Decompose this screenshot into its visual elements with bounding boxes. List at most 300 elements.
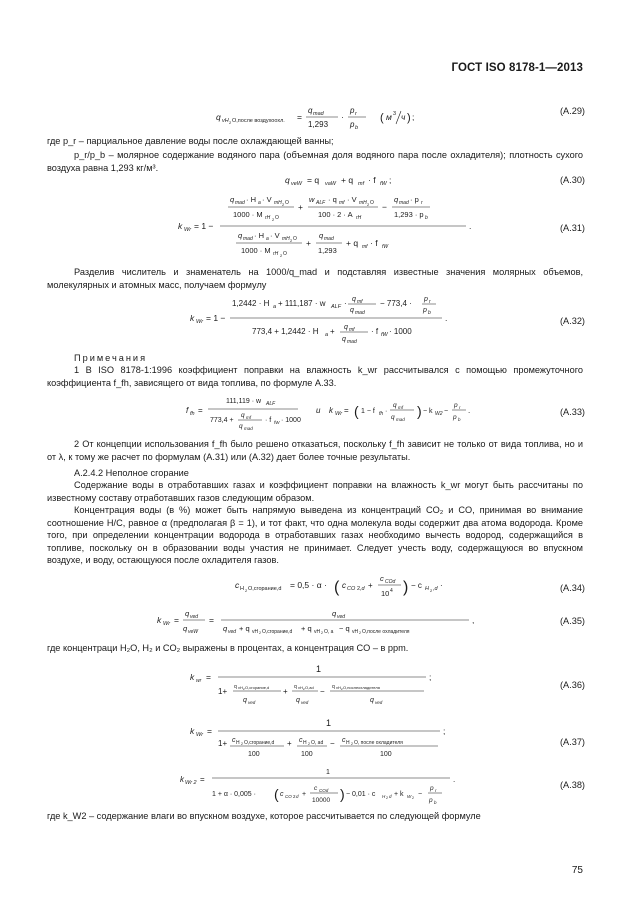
svg-text:+: + xyxy=(330,327,335,336)
svg-text:−: − xyxy=(320,687,325,696)
svg-text:q: q xyxy=(319,231,324,240)
svg-text:W2: W2 xyxy=(435,411,443,417)
svg-text:2: 2 xyxy=(290,238,293,243)
svg-text:;: ; xyxy=(429,672,432,682)
svg-text:q: q xyxy=(394,195,399,204)
svg-text:vH: vH xyxy=(314,629,321,635)
svg-text:c: c xyxy=(235,580,240,590)
svg-text:= 1 −: = 1 − xyxy=(206,313,226,323)
svg-text:fW: fW xyxy=(381,332,388,338)
where-pr: где p_r – парциальное давление воды после охлаждающей ванны; xyxy=(47,136,334,146)
equation-number-a38: (A.38) xyxy=(559,780,585,790)
svg-text:+ q: + q xyxy=(346,238,359,248)
svg-text:vH: vH xyxy=(298,685,303,690)
note-1: 1 В ISO 8178-1:1996 коэффициент поправки на влажность k_wr рассчитывался с помощью промежуточного коэффициента f_fh, зависящего от вида топлива, по формуле А.33. xyxy=(47,365,583,388)
svg-text:· 1000: · 1000 xyxy=(389,327,412,336)
svg-text:+ q: + q xyxy=(301,624,312,633)
paragraph-2: Концентрация воды (в %) может быть напрямую выведена из концентраций CO₂ и CO, принимая во внимание соотношение H/C, равное α (предполагая β = 1), и тот факт, что одна молекула воды содержит два атома водорода. Кроме того, при определении концентрации водорода в отработавших газах необходимо вычесть водород, содержащийся в топливе, поскольку он в образовании воды участия не принимает. Следует учесть воду, содержащуюся во впускном воздухе, и воду, остающуюся после охладителя газов. xyxy=(47,505,583,566)
svg-text:1,293 · p: 1,293 · p xyxy=(394,210,424,219)
svg-text:mf: mf xyxy=(362,244,368,250)
svg-text:vH: vH xyxy=(252,629,259,635)
svg-text:wr: wr xyxy=(196,678,202,684)
svg-text:q: q xyxy=(393,402,397,409)
svg-text:(: ( xyxy=(380,112,384,124)
equation-number-a34: (A.34) xyxy=(559,583,585,593)
svg-text:2: 2 xyxy=(357,586,361,592)
svg-text:O,послеохладителя: O,послеохладителя xyxy=(343,685,380,690)
svg-text:mad: mad xyxy=(355,310,365,316)
svg-text:O,ad: O,ad xyxy=(305,685,314,690)
svg-text:fW: fW xyxy=(274,420,280,425)
svg-text:r: r xyxy=(421,200,423,206)
svg-text:O: O xyxy=(293,236,297,242)
svg-text:+ q: + q xyxy=(341,175,354,185)
svg-text:c: c xyxy=(314,785,318,792)
svg-text:− c: − c xyxy=(411,581,422,590)
svg-text:p: p xyxy=(350,120,355,129)
svg-text:k: k xyxy=(190,313,195,323)
svg-text:2: 2 xyxy=(259,631,261,635)
svg-text:c: c xyxy=(342,581,346,590)
svg-text:O, a: O, a xyxy=(324,629,334,635)
svg-text:1,293: 1,293 xyxy=(318,246,337,255)
svg-text:p: p xyxy=(453,414,457,421)
equation-number-a35: (A.35) xyxy=(559,616,585,626)
svg-text:fW: fW xyxy=(382,244,389,250)
svg-text:ALF: ALF xyxy=(266,401,276,407)
svg-text:O,после охладителя: O,после охладителя xyxy=(362,629,410,635)
svg-text:;: ; xyxy=(443,726,446,736)
svg-text:mH: mH xyxy=(359,200,367,206)
svg-text:Wr 2: Wr 2 xyxy=(185,780,197,786)
svg-text:1 − f: 1 − f xyxy=(361,408,375,415)
svg-text:fh: fh xyxy=(379,411,384,417)
svg-text:c: c xyxy=(342,737,346,744)
svg-text:vH: vH xyxy=(352,629,359,635)
svg-text:q: q xyxy=(370,697,374,704)
svg-text:q: q xyxy=(332,609,337,618)
svg-text:· H: · H xyxy=(254,231,264,240)
svg-text:1000 · M: 1000 · M xyxy=(241,246,271,255)
svg-text:.: . xyxy=(453,775,456,784)
svg-text:1000 · M: 1000 · M xyxy=(233,210,263,219)
equation-number-a36: (A.36) xyxy=(559,680,585,690)
svg-text:100: 100 xyxy=(248,751,260,758)
svg-text:r: r xyxy=(429,299,431,305)
svg-text:1: 1 xyxy=(326,718,332,728)
svg-text:=: = xyxy=(200,775,205,784)
svg-text:W: W xyxy=(407,794,412,799)
svg-text:q: q xyxy=(285,175,290,185)
svg-text:100: 100 xyxy=(301,751,313,758)
svg-text:p: p xyxy=(454,402,458,409)
svg-text:ч: ч xyxy=(401,112,406,122)
svg-text:· p: · p xyxy=(410,195,419,204)
svg-text:q: q xyxy=(243,697,247,704)
svg-text:2: 2 xyxy=(367,202,370,207)
svg-text:3: 3 xyxy=(393,111,397,117)
svg-text:rH: rH xyxy=(273,251,279,257)
svg-text:b: b xyxy=(355,125,359,131)
svg-text:H: H xyxy=(303,740,307,746)
svg-text:· V: · V xyxy=(262,195,272,204)
svg-text:·: · xyxy=(440,581,443,590)
svg-text:1 + α · 0,005 ·: 1 + α · 0,005 · xyxy=(212,791,256,798)
svg-text:− 0,01 · c: − 0,01 · c xyxy=(346,791,376,798)
svg-text:f: f xyxy=(186,406,189,415)
svg-text:CO: CO xyxy=(285,794,292,799)
svg-text:+: + xyxy=(298,202,303,212)
svg-text:mf: mf xyxy=(339,200,345,206)
svg-text:a: a xyxy=(266,236,269,242)
svg-text:O,сгорание,d: O,сгорание,d xyxy=(262,629,293,635)
svg-text:k: k xyxy=(157,615,162,625)
formula-a36 xyxy=(190,660,440,708)
svg-text:d: d xyxy=(389,794,392,799)
svg-text:fh: fh xyxy=(190,411,195,417)
svg-text:1+: 1+ xyxy=(218,687,228,696)
svg-text:,d: ,d xyxy=(433,586,438,592)
svg-text:2: 2 xyxy=(341,687,343,691)
svg-text:2: 2 xyxy=(386,796,388,800)
formula-a30 xyxy=(285,172,425,188)
svg-text:+ q: + q xyxy=(239,624,250,633)
svg-text:м: м xyxy=(386,112,392,122)
notes-title: Примечания xyxy=(74,353,148,363)
svg-text:vH: vH xyxy=(238,685,243,690)
svg-text:mf: mf xyxy=(357,299,363,305)
svg-text:+: + xyxy=(283,687,288,696)
equation-number-a30: (A.30) xyxy=(559,175,585,185)
svg-text:vaW: vaW xyxy=(325,181,336,187)
svg-text:): ) xyxy=(403,579,409,596)
svg-text:q: q xyxy=(352,296,356,303)
svg-text:1,2442 · H: 1,2442 · H xyxy=(232,299,270,308)
svg-text:q: q xyxy=(391,414,395,421)
svg-text:773,4 +: 773,4 + xyxy=(210,417,234,424)
svg-text:a: a xyxy=(258,200,261,206)
svg-text:;: ; xyxy=(389,175,392,185)
formula-a31 xyxy=(178,192,478,264)
svg-text:q: q xyxy=(234,684,237,690)
svg-text:773,4 + 1,2442 · H: 773,4 + 1,2442 · H xyxy=(252,327,319,336)
pr-pb-description: p_r/p_b – молярное содержание водяного пара (объемная доля водяного пара после охладителя); плотность сухого воздуха равна 1,293 кг/м³. xyxy=(47,150,583,173)
svg-text:(: ( xyxy=(334,579,340,596)
svg-text:· H: · H xyxy=(246,195,256,204)
svg-text:111,119 · w: 111,119 · w xyxy=(226,398,262,405)
svg-text:w: w xyxy=(309,195,315,204)
svg-text:1: 1 xyxy=(326,769,330,776)
svg-text:,: , xyxy=(472,615,475,625)
svg-text:2: 2 xyxy=(280,253,283,258)
svg-text:rH: rH xyxy=(356,215,362,221)
svg-text:mf: mf xyxy=(246,415,251,420)
svg-text:fW: fW xyxy=(380,181,387,187)
svg-text:− 773,4 ·: − 773,4 · xyxy=(380,299,412,308)
svg-text:O: O xyxy=(370,200,374,206)
svg-text:−: − xyxy=(418,791,423,798)
svg-text:2: 2 xyxy=(359,631,361,635)
svg-text:mad: mad xyxy=(313,111,324,117)
svg-text:vH: vH xyxy=(336,685,341,690)
svg-text:O: O xyxy=(285,200,289,206)
svg-text:Wr: Wr xyxy=(335,411,343,417)
svg-text:и: и xyxy=(316,406,321,415)
svg-text:+ k: + k xyxy=(394,791,404,798)
svg-text:q: q xyxy=(238,231,243,240)
svg-text:2: 2 xyxy=(308,742,310,746)
svg-text:· q: · q xyxy=(328,195,337,204)
svg-text:O, ad: O, ad xyxy=(311,740,324,746)
svg-text:q: q xyxy=(294,684,297,690)
svg-text:.: . xyxy=(469,221,472,231)
svg-text:ved: ved xyxy=(228,629,237,635)
svg-text:H: H xyxy=(382,794,386,799)
equation-number-a33: (A.33) xyxy=(559,407,585,417)
svg-text:.: . xyxy=(445,313,448,323)
svg-text:c: c xyxy=(380,574,384,583)
equation-number-a32: (A.32) xyxy=(559,316,585,326)
svg-text:(: ( xyxy=(274,786,279,802)
svg-text:q: q xyxy=(185,609,190,618)
svg-text:· f: · f xyxy=(368,175,376,185)
svg-text:CO: CO xyxy=(347,586,356,592)
svg-text:·: · xyxy=(341,112,344,122)
svg-text:+: + xyxy=(368,581,373,590)
svg-text:− k: − k xyxy=(423,408,433,415)
concentration-note: где концентраци H₂O, H₂ и CO₂ выражены в процентах, а концентрация CO – в ppm. xyxy=(47,643,409,653)
svg-text:2: 2 xyxy=(351,742,353,746)
svg-text:− q: − q xyxy=(339,624,350,633)
svg-text:vH: vH xyxy=(222,118,229,124)
svg-text:d: d xyxy=(296,794,299,799)
svg-text:ved: ved xyxy=(375,700,383,705)
svg-text:2: 2 xyxy=(321,631,323,635)
svg-text:+: + xyxy=(302,791,307,798)
svg-text:= 1 −: = 1 − xyxy=(194,221,214,231)
svg-text:b: b xyxy=(428,310,431,316)
svg-text:· f: · f xyxy=(371,327,379,336)
svg-text:,d: ,d xyxy=(360,586,365,592)
svg-text:mad: mad xyxy=(399,200,409,206)
svg-text:O,сгорание,d: O,сгорание,d xyxy=(248,586,282,592)
paragraph-1: Содержание воды в отработавших газах и коэффициент поправки на влажность k_wr могут быть рассчитаны по известному составу отработавших газов следующим образом. xyxy=(47,480,583,503)
svg-text:·: · xyxy=(344,299,347,308)
svg-text:COd: COd xyxy=(385,579,396,585)
svg-text:ved: ved xyxy=(248,700,256,705)
svg-text:O: O xyxy=(283,251,287,257)
svg-text:1: 1 xyxy=(316,664,322,674)
svg-text:O: O xyxy=(275,215,279,221)
svg-text:k: k xyxy=(178,221,183,231)
svg-text:c: c xyxy=(232,737,236,744)
svg-text:;: ; xyxy=(412,112,415,122)
svg-text:=: = xyxy=(209,615,214,625)
svg-text:H: H xyxy=(236,740,240,746)
svg-text:r: r xyxy=(459,405,461,410)
svg-text:p: p xyxy=(430,785,434,792)
svg-text:−: − xyxy=(444,408,449,415)
svg-text:c: c xyxy=(299,737,303,744)
svg-text:2: 2 xyxy=(293,794,296,799)
svg-text:mad: mad xyxy=(244,426,253,431)
svg-text:q: q xyxy=(344,324,348,331)
svg-text:O,сгорание,d: O,сгорание,d xyxy=(244,740,275,746)
formula-a37 xyxy=(190,716,450,760)
svg-text:q: q xyxy=(239,423,243,430)
formula-a38 xyxy=(180,764,470,808)
formula-a35 xyxy=(157,606,487,640)
svg-text:2: 2 xyxy=(282,202,285,207)
svg-text:ved: ved xyxy=(337,614,346,620)
svg-text:p: p xyxy=(424,296,428,303)
svg-text:=: = xyxy=(207,726,212,736)
formula-a34 xyxy=(235,571,455,605)
svg-text:): ) xyxy=(417,403,422,419)
svg-text:k: k xyxy=(329,406,333,415)
svg-text:4: 4 xyxy=(390,588,393,594)
svg-text:+: + xyxy=(306,238,311,248)
svg-text:mf: mf xyxy=(398,405,403,410)
svg-text:a: a xyxy=(325,332,329,338)
svg-text:O, после охладителя: O, после охладителя xyxy=(354,740,403,746)
svg-text:=: = xyxy=(344,406,349,415)
svg-text:r: r xyxy=(435,788,437,793)
svg-text:+ 111,187 · w: + 111,187 · w xyxy=(278,299,326,308)
svg-text:ALF: ALF xyxy=(316,200,326,206)
svg-text:mad: mad xyxy=(243,236,253,242)
svg-text:rH: rH xyxy=(265,215,271,221)
svg-text:=: = xyxy=(174,615,179,625)
svg-text:Wr: Wr xyxy=(163,621,171,627)
svg-text:2: 2 xyxy=(229,120,232,125)
svg-text:1+: 1+ xyxy=(218,739,228,748)
svg-text:Wr: Wr xyxy=(184,227,192,233)
svg-text:mad: mad xyxy=(235,200,245,206)
svg-text:q: q xyxy=(183,624,188,633)
svg-text:100: 100 xyxy=(380,751,392,758)
svg-text:): ) xyxy=(340,786,345,802)
svg-text:· f: · f xyxy=(265,417,272,424)
dividing-paragraph: Разделив числитель и знаменатель на 1000/q_mad и подставляя известные значения молярных объемов, молекулярных и атомных масс, получаем формулу xyxy=(47,267,583,290)
svg-text:10000: 10000 xyxy=(312,797,331,804)
svg-text:b: b xyxy=(434,800,437,805)
svg-text:ALF: ALF xyxy=(331,304,342,310)
svg-text:· V: · V xyxy=(270,231,280,240)
svg-text:= 0,5 · α ·: = 0,5 · α · xyxy=(290,580,327,590)
svg-text:veW: veW xyxy=(188,629,198,635)
svg-text:q: q xyxy=(216,112,221,122)
svg-text:q: q xyxy=(332,684,335,690)
svg-text:100 · 2 · A: 100 · 2 · A xyxy=(318,210,353,219)
svg-text:k: k xyxy=(180,775,184,784)
svg-text:H: H xyxy=(425,586,429,592)
svg-text:r: r xyxy=(355,111,357,117)
svg-text:p: p xyxy=(429,797,433,804)
svg-text:.: . xyxy=(468,406,471,415)
equation-number-a31: (A.31) xyxy=(559,223,585,233)
page-number: 75 xyxy=(571,865,583,876)
svg-text:· 1000: · 1000 xyxy=(281,417,301,424)
formula-a33 xyxy=(186,392,476,436)
section-heading: A.2.4.2 Неполное сгорание xyxy=(74,468,189,478)
note-2: 2 От концепции использования f_fh было решено отказаться, поскольку f_fh зависит не только от вида топлива, но и от λ, к тому же расчет по формулам (А.31) или (А.32) дает более точные результаты. xyxy=(47,439,583,462)
svg-text:p: p xyxy=(423,307,427,314)
svg-text:q: q xyxy=(308,106,313,115)
svg-text:mad: mad xyxy=(347,339,357,345)
svg-text:2: 2 xyxy=(245,588,248,593)
svg-text:=: = xyxy=(198,406,203,415)
svg-text:a: a xyxy=(273,304,277,310)
svg-text:−: − xyxy=(382,202,387,212)
formula-a29 xyxy=(200,100,440,134)
svg-text:mf: mf xyxy=(349,327,355,333)
svg-text:Wr: Wr xyxy=(196,732,204,738)
svg-text:2: 2 xyxy=(412,796,414,800)
svg-text:O,после воздухоохл.: O,после воздухоохл. xyxy=(232,118,285,124)
svg-text:2: 2 xyxy=(303,687,305,691)
svg-text:2: 2 xyxy=(272,217,275,222)
svg-text:ved: ved xyxy=(190,614,199,620)
svg-text:): ) xyxy=(407,112,411,124)
svg-text:mf: mf xyxy=(358,181,365,187)
svg-text:(: ( xyxy=(354,403,359,419)
svg-text:=: = xyxy=(206,672,211,682)
svg-text:c: c xyxy=(280,791,284,798)
equation-number-a29: (A.29) xyxy=(559,106,585,116)
svg-text:q: q xyxy=(230,195,235,204)
svg-text:2: 2 xyxy=(241,742,243,746)
svg-text:q: q xyxy=(223,624,228,633)
document-header: ГОСТ ISO 8178-1—2013 xyxy=(451,62,583,74)
svg-text:+: + xyxy=(287,739,292,748)
svg-text:· V: · V xyxy=(347,195,357,204)
svg-text:ved: ved xyxy=(301,700,309,705)
svg-text:b: b xyxy=(425,215,428,221)
svg-text:COd: COd xyxy=(319,788,329,793)
svg-text:2: 2 xyxy=(430,588,433,593)
svg-text:·: · xyxy=(385,408,388,415)
svg-text:q: q xyxy=(296,697,300,704)
svg-text:mH: mH xyxy=(282,236,290,242)
svg-text:p: p xyxy=(350,106,355,115)
svg-text:−: − xyxy=(330,739,335,748)
svg-text:· f: · f xyxy=(370,238,378,248)
kw2-note: где k_W2 – содержание влаги во впускном воздухе, которое рассчитывается по следующей формуле xyxy=(47,811,481,821)
svg-text:O,сгорание,d: O,сгорание,d xyxy=(245,685,270,690)
svg-text:veW: veW xyxy=(291,181,302,187)
svg-text:mad: mad xyxy=(324,236,334,242)
svg-text:k: k xyxy=(190,726,195,736)
svg-text:q: q xyxy=(350,307,354,314)
svg-text:= q: = q xyxy=(307,175,320,185)
svg-text:H: H xyxy=(346,740,350,746)
svg-text:10: 10 xyxy=(381,589,390,598)
svg-text:H: H xyxy=(240,586,244,592)
svg-text:k: k xyxy=(190,672,195,682)
formula-a32 xyxy=(190,292,470,348)
svg-text:q: q xyxy=(342,336,346,343)
equation-number-a37: (A.37) xyxy=(559,737,585,747)
svg-text:mH: mH xyxy=(274,200,282,206)
svg-text:mad: mad xyxy=(396,417,405,422)
svg-text:2: 2 xyxy=(243,687,245,691)
svg-text:Wr: Wr xyxy=(196,319,204,325)
svg-text:1,293: 1,293 xyxy=(308,120,329,129)
svg-text:=: = xyxy=(297,112,302,122)
svg-text:b: b xyxy=(458,417,461,422)
svg-text:q: q xyxy=(241,412,245,419)
